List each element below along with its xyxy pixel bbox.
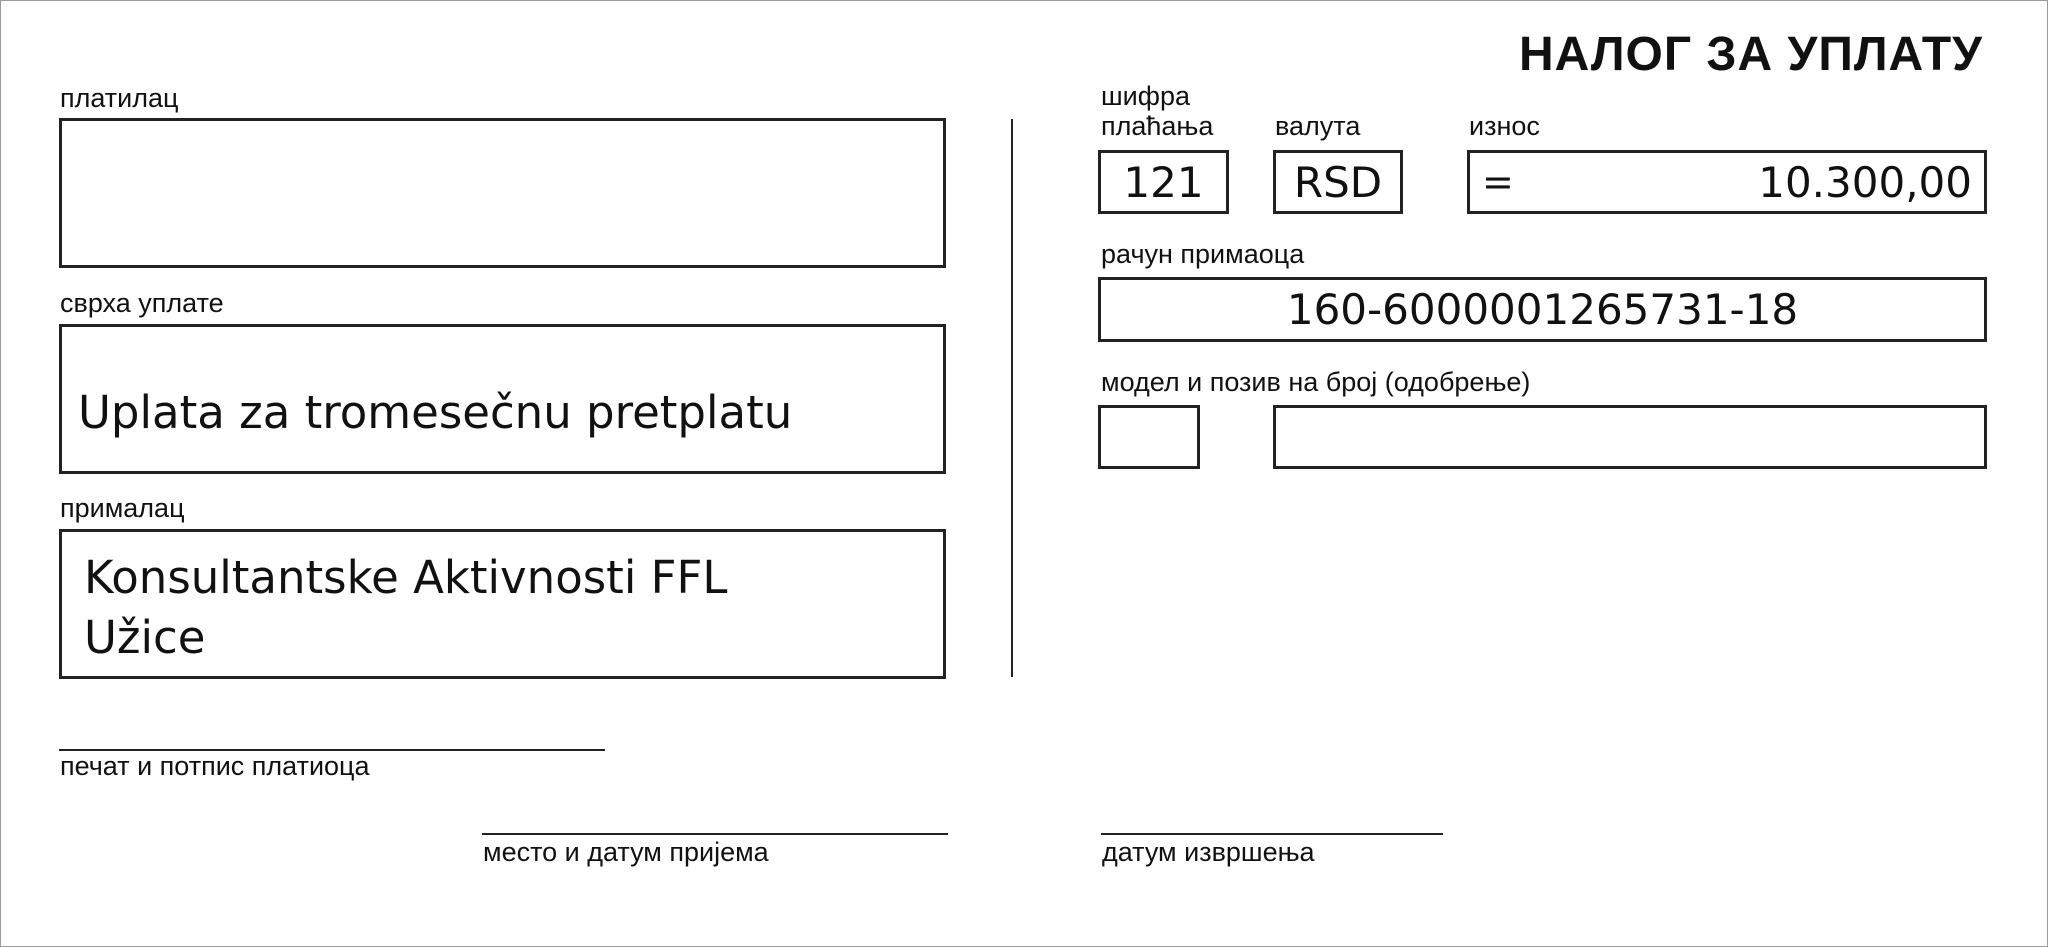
- payer-label: платилац: [60, 83, 179, 113]
- recipient-label: прималац: [60, 493, 185, 523]
- recipient-field[interactable]: [59, 529, 946, 679]
- currency-field[interactable]: [1273, 150, 1403, 214]
- amount-value: 10.300,00: [1758, 157, 1972, 207]
- recipient-line-2: Užice: [84, 611, 206, 664]
- currency-value: RSD: [1293, 157, 1383, 207]
- payment-code-value: 121: [1123, 157, 1204, 207]
- account-value: 160-6000001265731-18: [1286, 285, 1799, 334]
- payment-code-label-line-2: плаћања: [1101, 111, 1214, 141]
- receipt-signature-line: [482, 833, 948, 835]
- payment-code-label-line-1: шифра: [1101, 81, 1190, 111]
- purpose-value: Uplata za tromesečnu pretplatu: [78, 386, 793, 439]
- payer-field[interactable]: [59, 118, 946, 268]
- reference-label: модел и позив на број (одобрење): [1101, 367, 1531, 397]
- purpose-label: сврха уплате: [60, 288, 224, 318]
- purpose-field[interactable]: [59, 324, 946, 474]
- form-title: НАЛОГ ЗА УПЛАТУ: [1518, 28, 1983, 81]
- reference-model-field[interactable]: [1098, 405, 1200, 469]
- payer-signature-label: печат и потпис платиоца: [60, 751, 370, 781]
- execution-date-label: датум извршења: [1102, 837, 1315, 867]
- column-divider: [1011, 119, 1013, 677]
- amount-label: износ: [1469, 111, 1540, 141]
- recipient-line-1: Konsultantske Aktivnosti FFL: [84, 551, 728, 604]
- currency-label: валута: [1275, 111, 1361, 141]
- reference-number-field[interactable]: [1273, 405, 1987, 469]
- execution-date-line: [1101, 833, 1443, 835]
- receipt-place-date-label: место и датум пријема: [483, 837, 769, 867]
- account-field[interactable]: [1098, 277, 1987, 342]
- amount-prefix: =: [1482, 160, 1514, 204]
- payer-value: [62, 121, 943, 149]
- amount-field[interactable]: [1467, 150, 1987, 214]
- payment-code-field[interactable]: [1098, 150, 1229, 214]
- account-label: рачун примаоца: [1101, 239, 1305, 269]
